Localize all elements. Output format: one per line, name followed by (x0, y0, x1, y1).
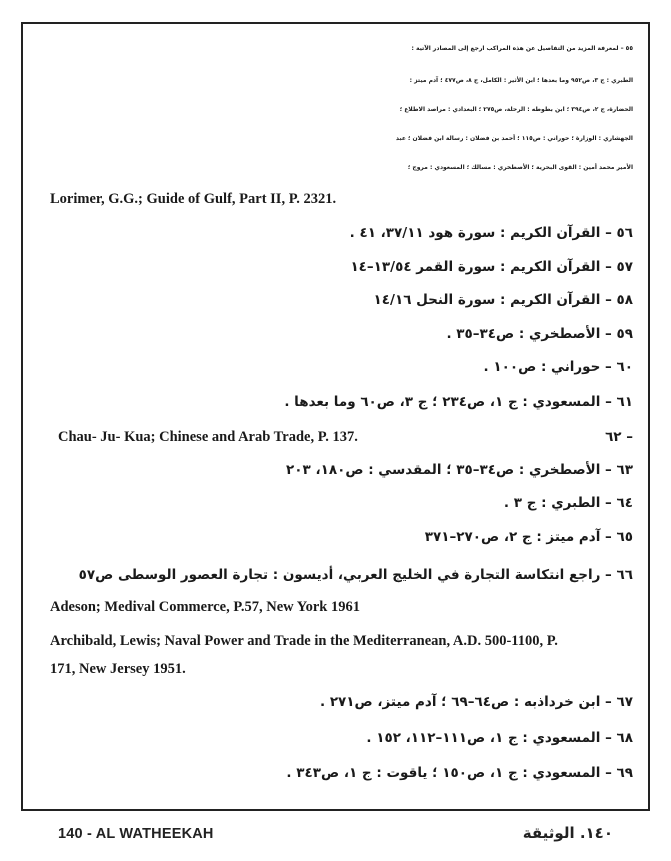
note-55-heading: ٥٥ – لمعرفة المزيد من التفاصيل عن هذه المراكب ارجع إلى المصادر الآتية : (411, 45, 633, 52)
note-67: ٦٧ – ابن خرداذبه : ص٦٤–٦٩ ؛ آدم ميتز، ص٢٧١ . (319, 694, 633, 710)
note-62-english-ref: Chau- Ju- Kua; Chinese and Arab Trade, P. 137. (58, 429, 358, 445)
note-64: ٦٤ – الطبري : ج ٣ . (503, 495, 633, 511)
note-65: ٦٥ – آدم ميتز : ج ٢، ص٢٧٠–٣٧١ (424, 529, 633, 545)
note-66-english-ref-2: Archibald, Lewis; Naval Power and Trade in the Mediterranean, A.D. 500-1100, P. (50, 633, 558, 649)
footer-page-label-arabic: ١٤٠. الوثيقة (522, 824, 613, 842)
footer-page-label-english: 140 - AL WATHEEKAH (58, 826, 214, 842)
note-61: ٦١ – المسعودي : ج ١، ص٢٣٤ ؛ ج ٣، ص٦٠ وما بعدها . (284, 394, 633, 410)
note-62-number: ٦٢ – (605, 429, 633, 445)
note-66: ٦٦ – راجع انتكاسة التجارة في الخليج العربي، أديسون : تجارة العصور الوسطى ص٥٧ (78, 567, 633, 583)
note-56: ٥٦ – القرآن الكريم : سورة هود ٣٧/١١، ٤١ . (349, 225, 633, 241)
note-55-line-4: الأمير محمد أمين : القوى البحرية ؛ الأصطخري : مسالك ؛ المسعودي : مروج ؛ (407, 164, 633, 171)
note-57: ٥٧ – القرآن الكريم : سورة القمر ١٣/٥٤–١٤ (350, 259, 633, 275)
note-60: ٦٠ – حوراني : ص١٠٠ . (483, 359, 633, 375)
note-69: ٦٩ – المسعودي : ج ١، ص١٥٠ ؛ ياقوت : ج ١، ص٣٤٣ . (286, 765, 633, 781)
note-68: ٦٨ – المسعودي : ج ١، ص١١١–١١٢، ١٥٢ . (366, 730, 633, 746)
note-55-english-ref: Lorimer, G.G.; Guide of Gulf, Part II, P. 2321. (50, 191, 337, 207)
note-66-english-ref-1: Adeson; Medival Commerce, P.57, New York 1961 (50, 599, 360, 615)
note-66-english-ref-2-cont: 171, New Jersey 1951. (50, 661, 186, 677)
note-55-line-2: الحضارة، ج ٢، ص٣٩٤ ؛ ابن بطوطه : الرحلة، ص٢٧٥ ؛ البغدادي : مراصد الاطلاع ؛ (399, 106, 633, 113)
note-58: ٥٨ – القرآن الكريم : سورة النحل ١٤/١٦ (373, 292, 633, 308)
note-59: ٥٩ – الأصطخري : ص٣٤–٣٥ . (446, 326, 633, 342)
note-55-line-1: الطبري : ج ٣، ص٩٥٢ وما بعدها ؛ ابن الأثير : الكامل، ج ٨، ص٤٧٧ ؛ آدم ميتز : (409, 77, 633, 84)
note-63: ٦٣ – الأصطخري : ص٣٤–٣٥ ؛ المقدسي : ص١٨٠، ٢٠٣ (286, 462, 633, 478)
note-55-line-3: الجهشاري : الوزارة ؛ حوراني : ص١١٥ ؛ أحمد بن فضلان : رسالة ابن فضلان ؛ عبد (395, 135, 633, 142)
